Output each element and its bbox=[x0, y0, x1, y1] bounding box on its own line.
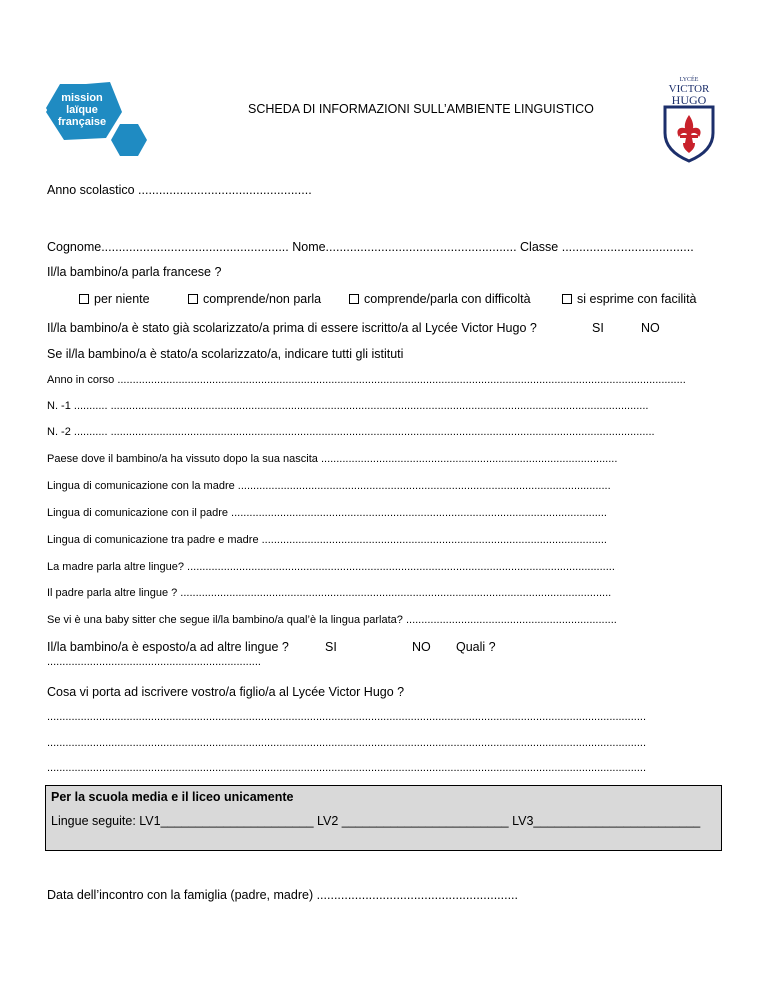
scuola-media-section bbox=[45, 785, 722, 851]
istituti-label: Se il/la bambino/a è stato/a scolarizzato/a, indicare tutti gli istituti bbox=[47, 347, 404, 361]
esposto-no[interactable]: NO bbox=[412, 640, 431, 654]
logo-text-3: française bbox=[57, 116, 107, 128]
option-comprende-parla-difficolta[interactable]: comprende/parla con difficoltà bbox=[349, 292, 531, 306]
padre-altre-lingue-field[interactable]: Il padre parla altre lingue ? ............................................................................................................................................. bbox=[47, 587, 612, 599]
n-minus-2-field[interactable]: N. -2 ........... .................................................................................................................................................................................. bbox=[47, 426, 655, 438]
quali-label: Quali ? bbox=[456, 640, 496, 654]
scuola-media-title: Per la scuola media e il liceo unicamente bbox=[51, 790, 294, 804]
quali-field[interactable]: ...................................................................... bbox=[47, 656, 261, 668]
logo-text-2: laïque bbox=[66, 104, 98, 116]
option-comprende-non-parla[interactable]: comprende/non parla bbox=[188, 292, 321, 306]
lingua-tra-genitori-field[interactable]: Lingua di comunicazione tra padre e madre ................................................................................................................. bbox=[47, 534, 607, 546]
data-incontro-field[interactable]: Data dell’incontro con la famiglia (padre, madre) .......................................................... bbox=[47, 888, 519, 902]
page-title: SCHEDA DI INFORMAZIONI SULL’AMBIENTE LINGUISTICO bbox=[248, 102, 594, 116]
checkbox-icon[interactable] bbox=[188, 294, 198, 304]
logo-text-1: mission bbox=[61, 92, 103, 104]
parla-francese-question: Il/la bambino/a parla francese ? bbox=[47, 265, 222, 279]
scolarizzato-question: Il/la bambino/a è stato già scolarizzato/a prima di essere iscritto/a al Lycée Victor Hugo ? bbox=[47, 321, 537, 335]
esposto-question: Il/la bambino/a è esposto/a ad altre lingue ? bbox=[47, 640, 289, 654]
paese-field[interactable]: Paese dove il bambino/a ha vissuto dopo la sua nascita ................................................................................................. bbox=[47, 453, 618, 465]
checkbox-icon[interactable] bbox=[562, 294, 572, 304]
n-minus-1-field[interactable]: N. -1 ........... ................................................................................................................................................................................ bbox=[47, 400, 649, 412]
anno-scolastico-field[interactable]: Anno scolastico .................................................. bbox=[47, 183, 312, 197]
madre-altre-lingue-field[interactable]: La madre parla altre lingue? ............................................................................................................................................ bbox=[47, 561, 615, 573]
lingua-madre-field[interactable]: Lingua di comunicazione con la madre .......................................................................................................................... bbox=[47, 480, 611, 492]
victor-hugo-crest-logo bbox=[661, 73, 717, 163]
lingue-seguite-field[interactable]: Lingue seguite: LV1______________________ LV2 ________________________ LV3________________________ bbox=[51, 814, 701, 828]
cosa-line-1[interactable]: .................................................................................................................................................................................................... bbox=[47, 711, 647, 723]
cognome-nome-classe-line[interactable]: Cognome...................................................... Nome....................................................... Classe ...................................... bbox=[47, 240, 694, 254]
scolarizzato-si[interactable]: SI bbox=[592, 321, 604, 335]
crest-text-1: VICTOR bbox=[668, 83, 710, 95]
crest-text-2: HUGO bbox=[671, 93, 707, 107]
mission-laique-logo bbox=[44, 82, 152, 160]
crest-top-text: LYCÉE bbox=[679, 77, 699, 83]
option-si-esprime-facilita[interactable]: si esprime con facilità bbox=[562, 292, 697, 306]
lingua-padre-field[interactable]: Lingua di comunicazione con il padre ........................................................................................................................... bbox=[47, 507, 607, 519]
cosa-line-3[interactable]: .................................................................................................................................................................................................... bbox=[47, 762, 647, 774]
anno-in-corso-field[interactable]: Anno in corso .......................................................................................................................................................................................... bbox=[47, 374, 686, 386]
scolarizzato-no[interactable]: NO bbox=[641, 321, 660, 335]
cosa-vi-porta-question: Cosa vi porta ad iscrivere vostro/a figlio/a al Lycée Victor Hugo ? bbox=[47, 685, 405, 699]
checkbox-icon[interactable] bbox=[79, 294, 89, 304]
checkbox-icon[interactable] bbox=[349, 294, 359, 304]
cosa-line-2[interactable]: .................................................................................................................................................................................................... bbox=[47, 737, 647, 749]
option-per-niente[interactable]: per niente bbox=[79, 292, 150, 306]
esposto-si[interactable]: SI bbox=[325, 640, 337, 654]
baby-sitter-field[interactable]: Se vi è una baby sitter che segue il/la bambino/a qual’è la lingua parlata? ..................................................................... bbox=[47, 614, 617, 626]
